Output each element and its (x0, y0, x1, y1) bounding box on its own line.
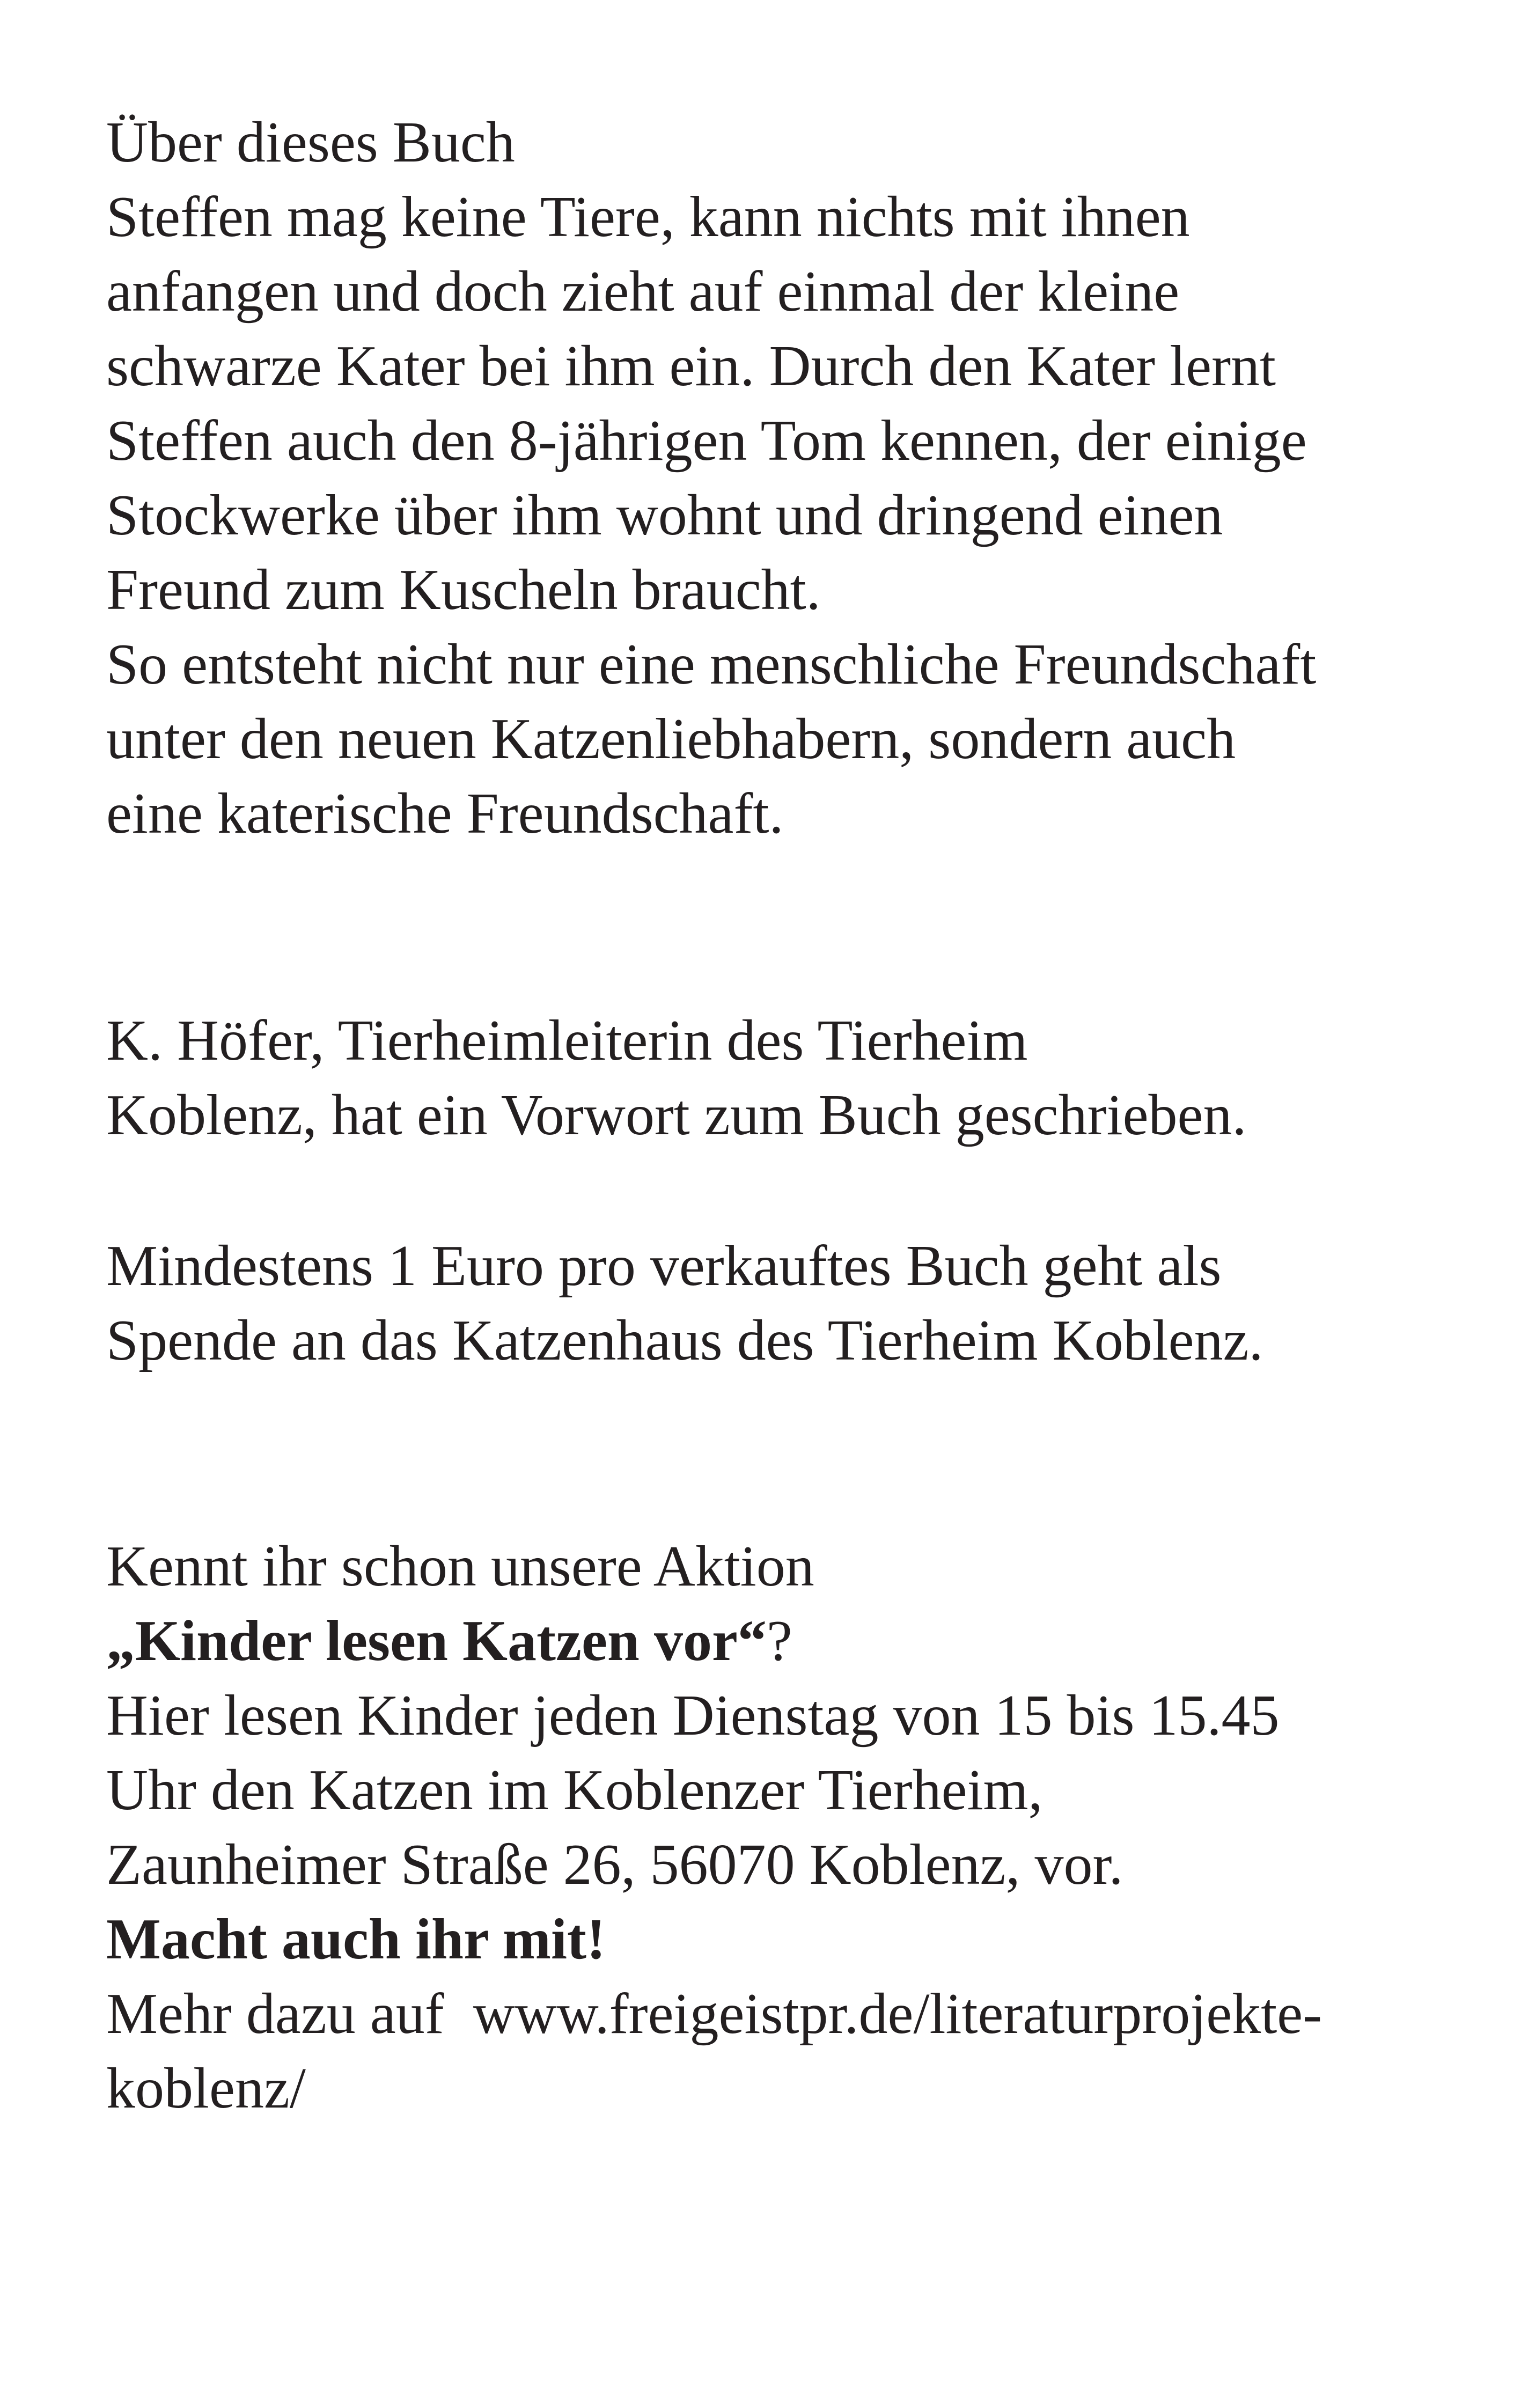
about-heading: Über dieses Buch (106, 111, 515, 174)
donation-line: Spende an das Katzenhaus des Tierheim Koblenz. (106, 1309, 1263, 1372)
about-line: Steffen mag keine Tiere, kann nichts mit ihnen (106, 185, 1190, 249)
foreword-line: K. Höfer, Tierheimleiterin des Tierheim (106, 1009, 1028, 1073)
campaign-name: „Kinder lesen Katzen vor“ (106, 1609, 767, 1673)
about-line: schwarze Kater bei ihm ein. Durch den Kater lernt (106, 334, 1276, 398)
about-line: unter den neuen Katzenliebhabern, sondern auch (106, 707, 1236, 771)
about-line: Stockwerke über ihm wohnt und dringend einen (106, 483, 1223, 547)
about-line: Steffen auch den 8-jährigen Tom kennen, der einige (106, 409, 1307, 473)
project-url: www.freigeistpr.de/literaturprojekte- (473, 1982, 1322, 2046)
about-line: Freund zum Kuscheln braucht. (106, 558, 821, 622)
project-url-continued: koblenz/ (106, 2057, 306, 2120)
about-section (106, 105, 1447, 851)
about-line: So entsteht nicht nur eine menschliche Freundschaft (106, 633, 1317, 696)
action-detail-line: Uhr den Katzen im Koblenzer Tierheim, (106, 1758, 1043, 1822)
more-info-line (106, 1977, 1447, 2051)
more-info-prefix: Mehr dazu auf (106, 1982, 473, 2046)
about-line: eine katerische Freundschaft. (106, 782, 784, 846)
reading-action-section (106, 1529, 1447, 2126)
action-detail-line: Hier lesen Kinder jeden Dienstag von 15 bis 15.45 (106, 1684, 1280, 1748)
foreword-section (106, 1003, 1447, 1152)
campaign-question-mark: ? (766, 1609, 792, 1673)
action-intro: Kennt ihr schon unsere Aktion (106, 1535, 814, 1598)
action-detail-line: Zaunheimer Straße 26, 56070 Koblenz, vor. (106, 1833, 1123, 1897)
campaign-title-line (106, 1604, 1447, 1678)
foreword-line: Koblenz, hat ein Vorwort zum Buch geschrieben. (106, 1083, 1247, 1147)
call-to-action: Macht auch ihr mit! (106, 1907, 606, 1971)
donation-section (106, 1229, 1447, 1378)
donation-line: Mindestens 1 Euro pro verkauftes Buch geht als (106, 1234, 1222, 1298)
about-line: anfangen und doch zieht auf einmal der kleine (106, 260, 1180, 324)
